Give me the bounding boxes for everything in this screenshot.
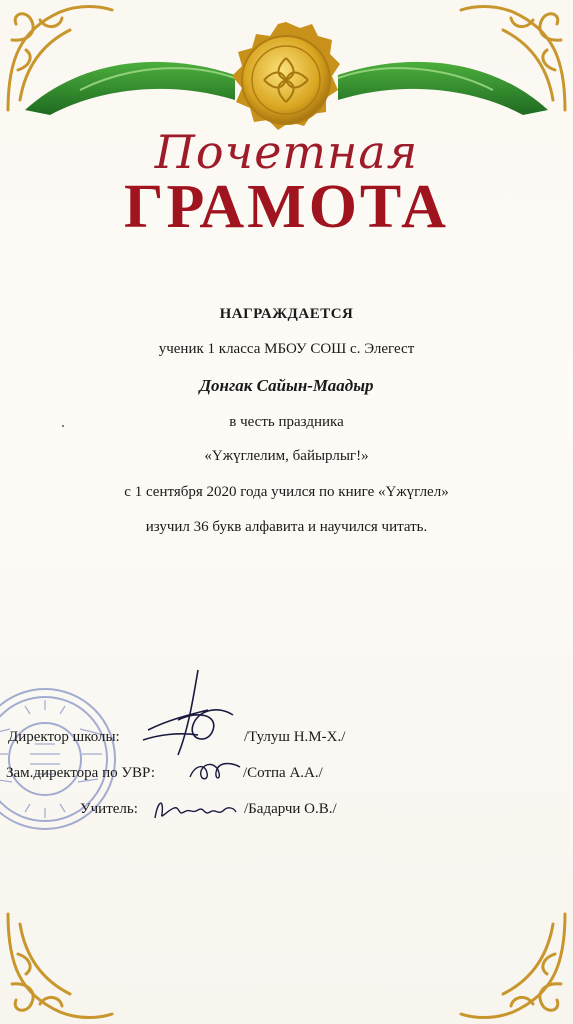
teacher-signature [150,790,240,825]
deputy-director-signature [185,755,245,785]
awarded-heading: НАГРАЖДАЕТСЯ [219,306,354,322]
deputy-director-name: /Сотпа А.А./ [243,765,323,781]
title-main: ГРАМОТА [124,173,449,241]
teacher-name: /Бадарчи О.В./ [244,801,337,817]
teacher-label: Учитель: [80,801,138,817]
director-name: /Тулуш Н.М-Х./ [244,729,346,745]
student-class-line: ученик 1 класса МБОУ СОШ с. Элегест [158,341,415,357]
holiday-name-line: «Үжүглелим, байырлыг!» [204,448,369,464]
medal-ribbon-emblem [20,20,553,130]
corner-ornament-bottom-right [453,904,573,1024]
deputy-director-label: Зам.директора по УВР: [6,765,156,781]
director-label: Директор школы: [8,729,120,745]
corner-ornament-bottom-left [0,904,120,1024]
occasion-intro-line: в честь праздника [229,414,344,430]
recipient-name: Донгак Сайын-Маадыр [199,376,374,395]
study-period-line: с 1 сентября 2020 года учился по книге «Үжүглел» [124,484,449,500]
title-script: Почетная [154,125,419,179]
director-signature [138,660,238,760]
achievement-line: изучил 36 букв алфавита и научился читать. [145,519,428,535]
